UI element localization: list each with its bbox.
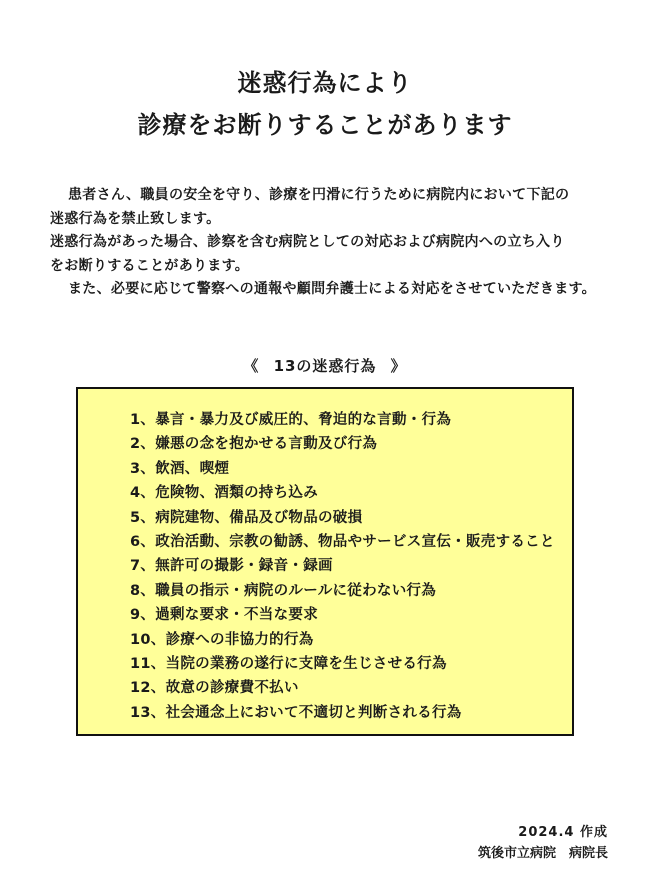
issuer: 筑後市立病院 病院長 [477, 846, 608, 861]
intro-line-4: をお断りすることがあります。 [50, 257, 250, 274]
title-line-2: 診療をお断りすることがあります [137, 111, 513, 139]
list-item: 7、無許可の撮影・録音・録画 [130, 558, 333, 575]
list-item: 8、職員の指示・病院のルールに従わない行為 [130, 582, 437, 599]
intro-line-1: 患者さん、職員の安全を守り、診療を円滑に行うために病院内において下記の [68, 187, 570, 203]
list-item: 4、危険物、酒類の持ち込み [130, 485, 318, 502]
list-item: 9、過剰な要求・不当な要求 [130, 607, 318, 624]
list-item: 3、飲酒、喫煙 [130, 460, 230, 477]
open-bracket: 《 [243, 357, 260, 375]
footer [478, 822, 608, 864]
list-item: 12、故意の診療費不払い [130, 680, 299, 697]
intro-line-2: 迷惑行為を禁止致します。 [50, 210, 221, 227]
section-heading [0, 355, 650, 376]
list-item: 10、診療への非協力的行為 [130, 631, 314, 648]
close-bracket: 》 [390, 357, 407, 375]
prohibited-acts-box [76, 387, 574, 736]
intro-paragraph [50, 184, 630, 302]
list-item: 1、暴言・暴力及び威圧的、脅迫的な言動・行為 [130, 412, 452, 428]
created-date: 2024.4 作成 [518, 825, 608, 840]
title-line-1: 迷惑行為により [237, 69, 413, 97]
section-heading-text: 13の迷惑行為 [273, 357, 377, 375]
list-item: 2、嫌悪の念を抱かせる言動及び行為 [130, 436, 378, 453]
list-item: 11、当院の業務の遂行に支障を生じさせる行為 [130, 656, 447, 673]
prohibited-acts-list [130, 408, 555, 725]
intro-line-5: また、必要に応じて警察への通報や顧問弁護士による対応をさせていただきます。 [68, 281, 596, 297]
list-item: 5、病院建物、備品及び物品の破損 [130, 509, 363, 526]
list-item: 13、社会通念上において不適切と判断される行為 [130, 704, 462, 721]
list-item: 6、政治活動、宗教の勧誘、物品やサービス宣伝・販売すること [130, 534, 555, 551]
intro-line-3: 迷惑行為があった場合、診察を含む病院としての対応および病院内への立ち入り [50, 234, 565, 250]
notice-title [0, 62, 650, 146]
